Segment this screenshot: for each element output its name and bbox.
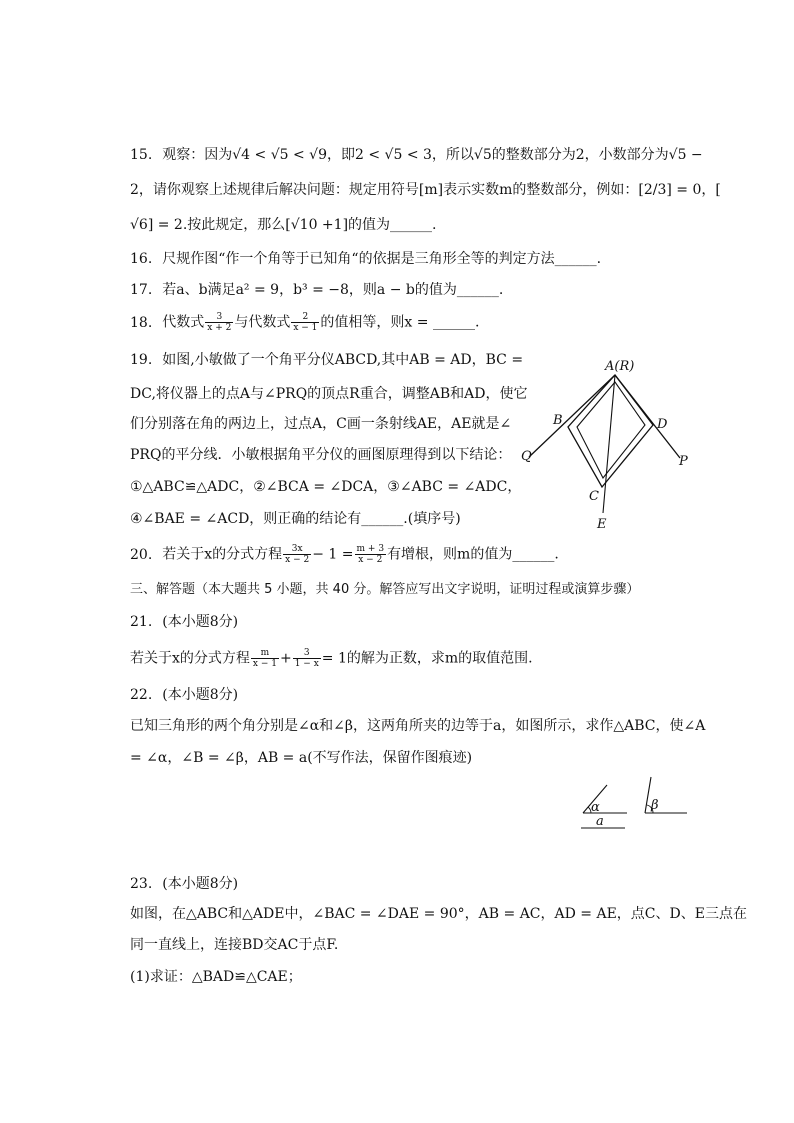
q15-number: 15. <box>130 147 153 163</box>
q20-pre: 若关于x的分式方程 <box>162 546 283 563</box>
q21-body <box>130 648 533 669</box>
q18-fraction-2 <box>291 312 319 333</box>
q21-post: = 1的解为正数，求m的取值范围. <box>321 650 533 667</box>
q19-line3: 们分别落在角的两边上，过点A，C画一条射线AE，AE就是∠ <box>130 416 512 432</box>
q19-line1 <box>130 350 523 370</box>
q20-post: 有增根，则m的值为______. <box>387 546 559 563</box>
q18-f2-denominator: x − 1 <box>293 323 318 333</box>
label-beta: β <box>651 798 659 813</box>
q15-line1 <box>130 145 703 165</box>
q18-post: 的值相等，则x = ______. <box>320 314 480 331</box>
ray-AE <box>603 375 615 513</box>
q21-f2-numerator: 3 <box>293 648 321 659</box>
q20-fraction-1 <box>283 544 311 565</box>
q18 <box>130 312 479 333</box>
q23-line1: 如图，在△ABC和△ADE中，∠BAC = ∠DAE = 90°，AB = AC，AD = AE，点C、D、E三点在 <box>130 906 747 922</box>
q23-line2: 同一直线上，连接BD交AC于点F. <box>130 937 339 953</box>
q22-line2: = ∠α，∠B = ∠β，AB = a(不写作法，保留作图痕迹) <box>130 750 473 766</box>
q16-number: 16. <box>130 251 153 267</box>
q15-line3: √6] = 2.按此规定，那么[√10 +1]的值为______. <box>130 217 437 233</box>
q21-fraction-1 <box>251 648 279 669</box>
q22-head <box>130 685 238 705</box>
q18-mid: 与代数式 <box>234 314 291 331</box>
section-3-heading: 三、解答题（本大题共 5 小题，共 40 分。解答应写出文字说明，证明过程或演算步骤） <box>130 582 640 597</box>
q21-f2-denominator: 1 − x <box>294 659 319 669</box>
label-Q: Q <box>521 449 532 464</box>
q19-number: 19. <box>130 352 153 368</box>
label-alpha: α <box>591 800 600 815</box>
q16-text: 尺规作图“作一个角等于已知角“的依据是三角形全等的判定方法______. <box>162 251 602 267</box>
q19-text-1: 如图,小敏做了一个角平分仪ABCD,其中AB = AD，BC = <box>162 352 524 368</box>
ray-RQ <box>529 375 615 457</box>
q21-f1-denominator: x − 1 <box>252 659 277 669</box>
q23-head-text: (本小题8分) <box>162 876 239 892</box>
q22-line1: 已知三角形的两个角分别是∠α和∠β，这两角所夹的边等于a，如图所示，求作△ABC，使∠A <box>130 718 706 734</box>
q18-f2-numerator: 2 <box>291 312 319 323</box>
label-a: a <box>596 814 604 829</box>
q20-f2-denominator: x − 2 <box>358 555 383 565</box>
q18-pre: 代数式 <box>162 314 205 331</box>
q20-number: 20. <box>130 546 153 563</box>
q21-plus: + <box>279 650 292 667</box>
q21-fraction-2 <box>293 648 321 669</box>
q23-head <box>130 874 238 894</box>
q16 <box>130 249 601 269</box>
label-AR: A(R) <box>605 359 635 374</box>
q19-line2: DC,将仪器上的点A与∠PRQ的顶点R重合，调整AB和AD，使它 <box>130 386 528 402</box>
label-D: D <box>657 417 668 432</box>
q22-head-text: (本小题8分) <box>162 687 239 703</box>
q20-f2-numerator: m + 3 <box>356 544 385 554</box>
q17-text: 若a、b满足a² = 9，b³ = −8，则a − b的值为______. <box>162 282 504 298</box>
q21-head-text: (本小题8分) <box>162 614 239 630</box>
q17-number: 17. <box>130 282 153 298</box>
q18-number: 18. <box>130 314 153 331</box>
label-E: E <box>597 517 607 532</box>
q21-head <box>130 612 238 632</box>
q18-f1-numerator: 3 <box>205 312 233 323</box>
q15-text-1: 观察：因为√4 < √5 < √9，即2 < √5 < 3，所以√5的整数部分为2，小数部分为√5 − <box>162 147 703 163</box>
q20-f1-numerator: 3x <box>283 544 311 555</box>
q17 <box>130 280 503 300</box>
q20-fraction-2 <box>355 544 387 565</box>
q19-line4: PRQ的平分线．小敏根据角平分仪的画图原理得到以下结论： <box>130 447 512 463</box>
q20 <box>130 544 559 565</box>
q21-f1-numerator: m <box>251 648 279 659</box>
q18-fraction-1 <box>205 312 233 333</box>
q19-line5: ①△ABC≌△ADC，②∠BCA = ∠DCA，③∠ABC = ∠ADC， <box>130 479 522 495</box>
q18-f1-denominator: x + 2 <box>207 323 232 333</box>
q22-number: 22. <box>130 687 153 703</box>
q23-number: 23. <box>130 876 153 892</box>
q15-line2: 2，请你观察上述规律后解决问题：规定用符号[m]表示实数m的整数部分，例如：[2/3] = 0，[ <box>130 182 721 198</box>
q21-number: 21. <box>130 614 153 630</box>
angle-bisector-figure <box>515 350 715 540</box>
q19-line6: ④∠BAE = ∠ACD，则正确的结论有______.(填序号) <box>130 511 461 527</box>
q20-mid: − 1 = <box>312 546 354 563</box>
label-C: C <box>589 489 599 504</box>
q23-line3: (1)求证：△BAD≌△CAE； <box>130 969 302 985</box>
label-P: P <box>679 454 688 469</box>
q20-f1-denominator: x − 2 <box>285 555 310 565</box>
rhombus-inner <box>577 382 645 478</box>
label-B: B <box>553 413 563 428</box>
q21-pre: 若关于x的分式方程 <box>130 650 250 667</box>
given-angles-figure <box>565 775 705 835</box>
